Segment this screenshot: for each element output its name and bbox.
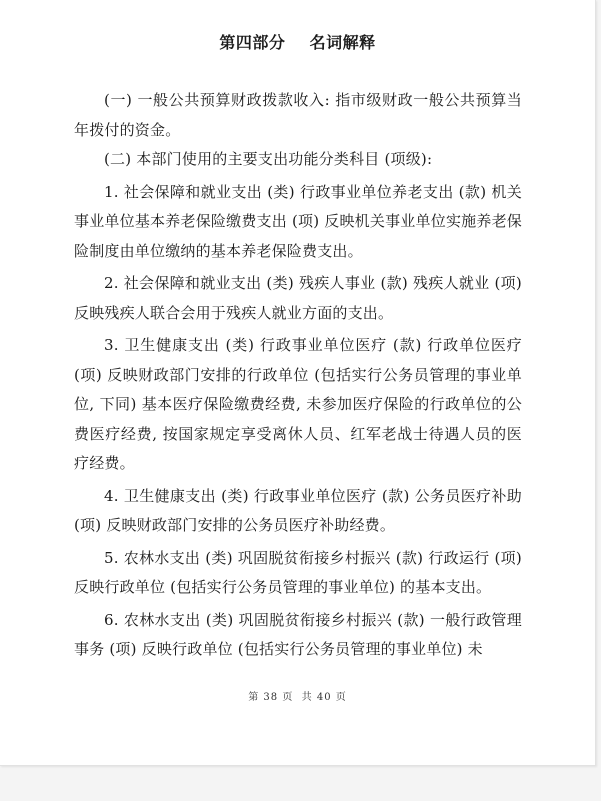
paragraph-5: 3. 卫生健康支出 (类) 行政事业单位医疗 (款) 行政单位医疗 (项) 反映财政部门安排的行政单位 (包括实行公务员管理的事业单位, 下同) 基本医疗保险缴费经费, 未参加医疗保险的行政单位的公费医疗经费, 按国家规定享受离休人员、红军老战士待遇人员的医疗经费。 — [74, 336, 522, 472]
document-body — [74, 86, 522, 665]
paragraph-6: 4. 卫生健康支出 (类) 行政事业单位医疗 (款) 公务员医疗补助 (项) 反映财政部门安排的公务员医疗补助经费。 — [74, 486, 522, 534]
paragraph-2: (二) 本部门使用的主要支出功能分类科目 (项级): — [104, 150, 433, 168]
page-number-footer: 第 38 页 共 40 页 — [248, 692, 347, 703]
paragraph-8: 6. 农林水支出 (类) 巩固脱贫衔接乡村振兴 (款) 一般行政管理事务 (项) 反映行政单位 (包括实行公务员管理的事业单位) 未 — [74, 610, 522, 658]
section-title: 第四部分 名词解释 — [219, 33, 376, 52]
paragraph-7: 5. 农林水支出 (类) 巩固脱贫衔接乡村振兴 (款) 行政运行 (项) 反映行政单位 (包括实行公务员管理的事业单位) 的基本支出。 — [74, 548, 522, 596]
paragraph-3: 1. 社会保障和就业支出 (类) 行政事业单位养老支出 (款) 机关事业单位基本养老保险缴费支出 (项) 反映机关事业单位实施养老保险制度由单位缴纳的基本养老保险费支出。 — [74, 182, 522, 260]
paragraph-4: 2. 社会保障和就业支出 (类) 残疾人事业 (款) 残疾人就业 (项) 反映残疾人联合会用于残疾人就业方面的支出。 — [74, 274, 522, 322]
paragraph-1: (一) 一般公共预算财政拨款收入: 指市级财政一般公共预算当年拨付的资金。 — [74, 91, 522, 139]
